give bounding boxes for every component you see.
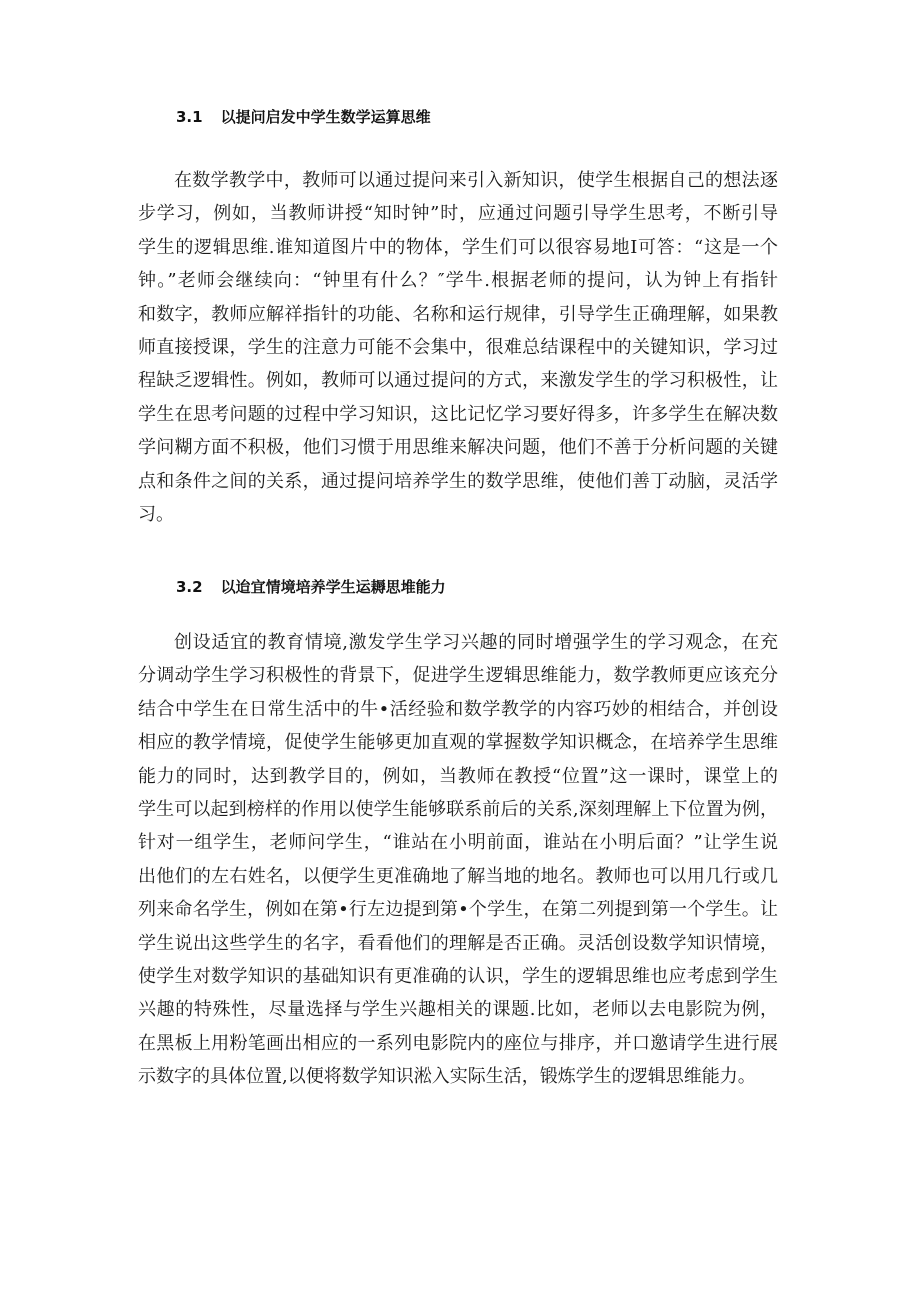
paragraph-line: 和数字，教师应解祥指针的功能、名称和运行规律，引导学生正确理解，如果教 <box>138 303 778 325</box>
section-heading-3-2 <box>176 576 446 597</box>
paragraph-line: 出他们的左右姓名，以便学生更准确地了解当地的地名。教师也可以用几行或几 <box>138 865 778 887</box>
paragraph-line: 步学习，例如，当教师讲授“知时钟”时，应通过问题引导学生思考，不断引导 <box>138 203 778 225</box>
section-number: 3.1 <box>176 108 203 126</box>
paragraph-line: 兴趣的特殊性，尽量选择与学生兴趣相关的课题.比如，老师以去电影院为例， <box>138 999 778 1021</box>
paragraph-line: 习。 <box>138 503 174 525</box>
paragraph-line: 学生可以起到榜样的作用以使学生能够联系前后的关系,深刻理解上下位置为例， <box>138 798 778 820</box>
paragraph-line: 学生说出这些学生的名字，看看他们的理解是否正确。灵活创设数学知识情境， <box>138 932 778 954</box>
paragraph-line: 分调动学生学习积极性的背景下，促进学生逻辑思维能力，数学教师更应该充分 <box>138 665 778 687</box>
paragraph-line: 创设适宜的教育情境,激发学生学习兴趣的同时增强学生的学习观念，在充 <box>174 632 778 653</box>
paragraph-line: 学生的逻辑思维.谁知道图片中的物体，学生们可以很容易地I可答：“这是一个 <box>138 236 778 258</box>
paragraph-line: 示数字的具体位置,以便将数学知识淞入实际生活，锻炼学生的逻辑思维能力。 <box>138 1066 756 1088</box>
paragraph-line: 相应的教学情境，促使学生能够更加直观的掌握数学知识概念，在培养学生思维 <box>138 732 778 754</box>
paragraph-line: 在黑板上用粉笔画出相应的一系列电影院内的座位与排序，并口邀请学生进行展 <box>138 1032 778 1054</box>
paragraph-line: 学生在思考问题的过程中学习知识，这比记忆学习要好得多，许多学生在解决数 <box>138 403 778 425</box>
paragraph-line: 列来命名学生，例如在第•行左边提到第•个学生，在第二列提到第一个学生。让 <box>138 899 778 921</box>
section-heading-3-1 <box>176 106 431 127</box>
paragraph-line: 钟。”老师会继续向：“钟里有什么？″学牛.根据老师的提问，认为钟上有指针 <box>138 270 778 292</box>
paragraph-line: 程缺乏逻辑性。例如，教师可以通过提问的方式，来激发学生的学习积极性，让 <box>138 370 778 392</box>
paragraph-line: 使学生对数学知识的基础知识有更准确的认识，学生的逻辑思维也应考虑到学生 <box>138 965 778 987</box>
paragraph-line: 针对一组学生，老师问学生，“谁站在小明前面，谁站在小明后面？”让学生说 <box>138 832 778 854</box>
section-3-2-paragraph <box>138 626 778 1093</box>
paragraph-line: 师直接授课，学生的注意力可能不会集中，很难总结课程中的关键知识，学习过 <box>138 336 778 358</box>
paragraph-line: 结合中学生在日常生活中的牛•活经验和数学教学的内容巧妙的相结合，并创设 <box>138 698 778 720</box>
paragraph-line: 在数学教学中，教师可以通过提问来引入新知识，使学生根据自己的想法逐 <box>174 170 778 191</box>
section-title: 以迨宜情境培养学生运耨思堆能力 <box>220 578 446 596</box>
section-title: 以提问启发中学生数学运算思维 <box>220 108 431 126</box>
section-3-1-paragraph <box>138 164 778 531</box>
paragraph-line: 学问糊方面不积极，他们习惯于用思维来解决问题，他们不善于分析问题的关键 <box>138 437 778 459</box>
section-number: 3.2 <box>176 578 203 596</box>
paragraph-line: 能力的同时，达到教学目的，例如，当教师在教授“位置”这一课时，课堂上的 <box>138 765 778 787</box>
paragraph-line: 点和条件之间的关系，通过提问培养学生的数学思维，使他们善丁动脑，灵活学 <box>138 470 778 492</box>
